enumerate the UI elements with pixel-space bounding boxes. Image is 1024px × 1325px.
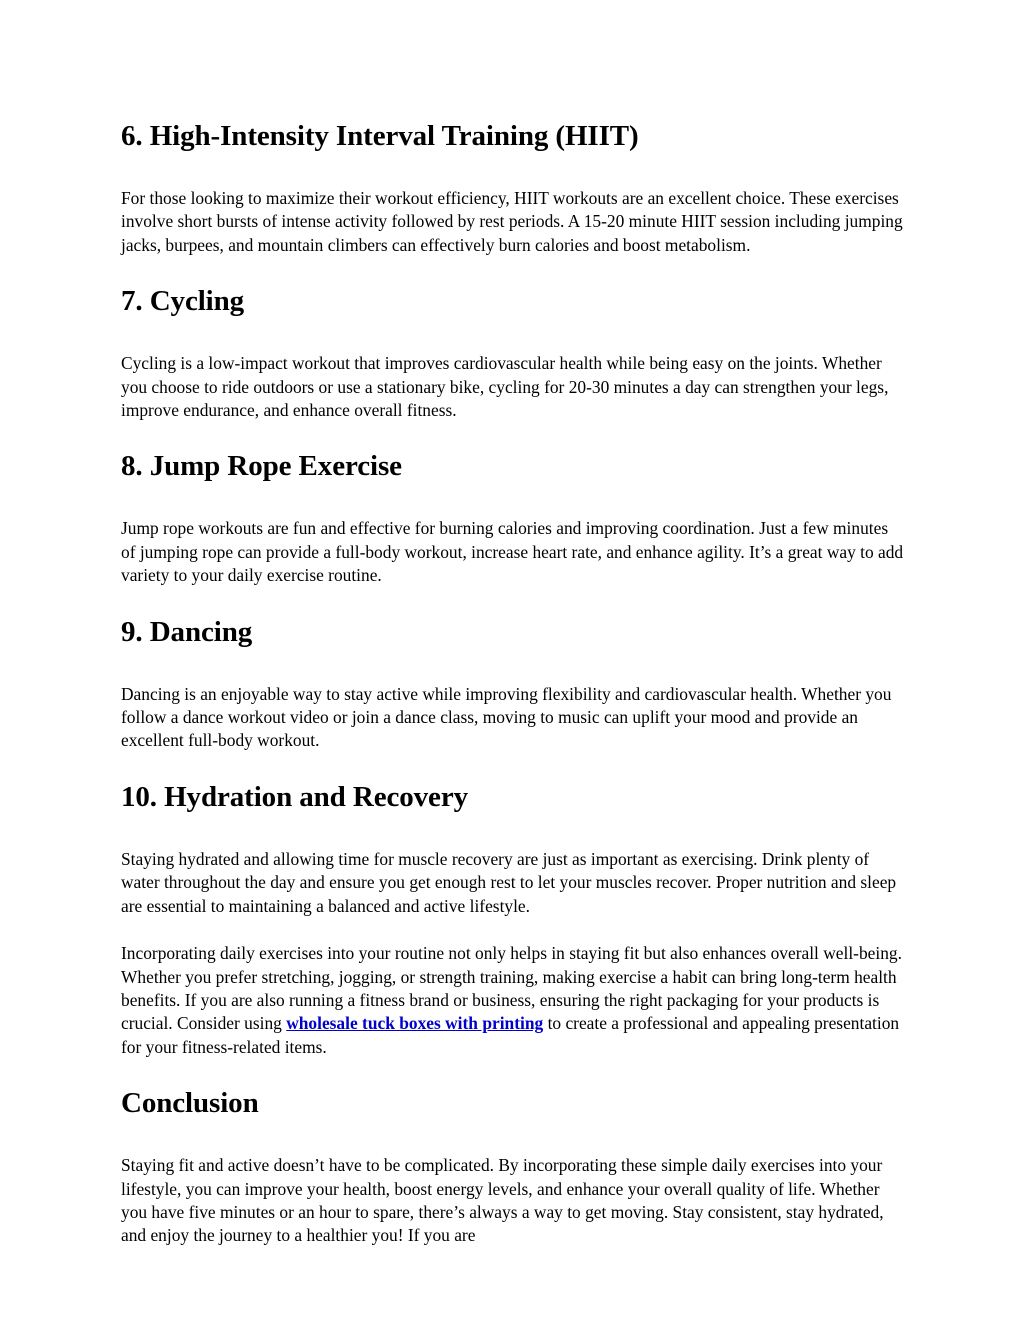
- section-body-hiit: For those looking to maximize their workout efficiency, HIIT workouts are an excellent choice. These exercises involve short bursts of intense activity followed by rest periods. A 15-20 minute HIIT session including jumping jacks, burpees, and mountain climbers can effectively burn calories and boost metabolism.: [121, 188, 903, 255]
- document-page: [121, 116, 906, 1248]
- section-heading-jump-rope: 8. Jump Rope Exercise: [121, 450, 402, 483]
- wholesale-tuck-boxes-link[interactable]: wholesale tuck boxes with printing: [286, 1013, 544, 1034]
- section-body-jump-rope: Jump rope workouts are fun and effective for burning calories and improving coordination. Just a few minutes of jumping rope can provide a full-body workout, increase heart rate, and enhance agility. It’s a great way to add variety to your daily exercise routine.: [121, 518, 904, 586]
- section-heading-hydration: 10. Hydration and Recovery: [121, 780, 468, 813]
- section-body-hydration: Staying hydrated and allowing time for muscle recovery are just as important as exercising. Drink plenty of water throughout the day and ensure you get enough rest to let your muscles recover. Proper nutrition and sleep are essential to maintaining a balanced and active lifestyle.: [121, 848, 897, 916]
- section-body-cycling: Cycling is a low-impact workout that improves cardiovascular health while being easy on the joints. Whether you choose to ride outdoors or use a stationary bike, cycling for 20-30 minutes a day can strengthen your legs, improve endurance, and enhance overall fitness.: [121, 353, 889, 421]
- section-body-dancing: Dancing is an enjoyable way to stay active while improving flexibility and cardiovascular health. Whether you follow a dance workout video or join a dance class, moving to music can uplift your mood and provide an excellent full-body workout.: [121, 683, 892, 751]
- section-heading-dancing: 9. Dancing: [121, 615, 253, 648]
- section-heading-cycling: 7. Cycling: [121, 285, 245, 318]
- conclusion-body: Staying fit and active doesn’t have to be complicated. By incorporating these simple daily exercises into your lifestyle, you can improve your health, boost energy levels, and enhance your overall quality of life. Whether you have five minutes or an hour to spare, there’s always a way to get moving. Stay consistent, stay hydrated, and enjoy the journey to a healthier you! If you are: [121, 1155, 884, 1246]
- promo-text-after: to create a professional and appealing presentation for your fitness-related items.: [121, 1013, 900, 1057]
- conclusion-heading: Conclusion: [121, 1087, 259, 1120]
- promo-text-before: Incorporating daily exercises into your routine not only helps in staying fit but also enhances overall well-being. Whether you prefer stretching, jogging, or strength training, making exercise a habit can bring long-term health benefits. If you are also running a fitness brand or business, ensuring the right packaging for your products is crucial. Consider using: [121, 943, 902, 1034]
- promo-paragraph: [121, 942, 906, 1059]
- section-heading-hiit: 6. High-Intensity Interval Training (HIIT): [121, 120, 639, 152]
